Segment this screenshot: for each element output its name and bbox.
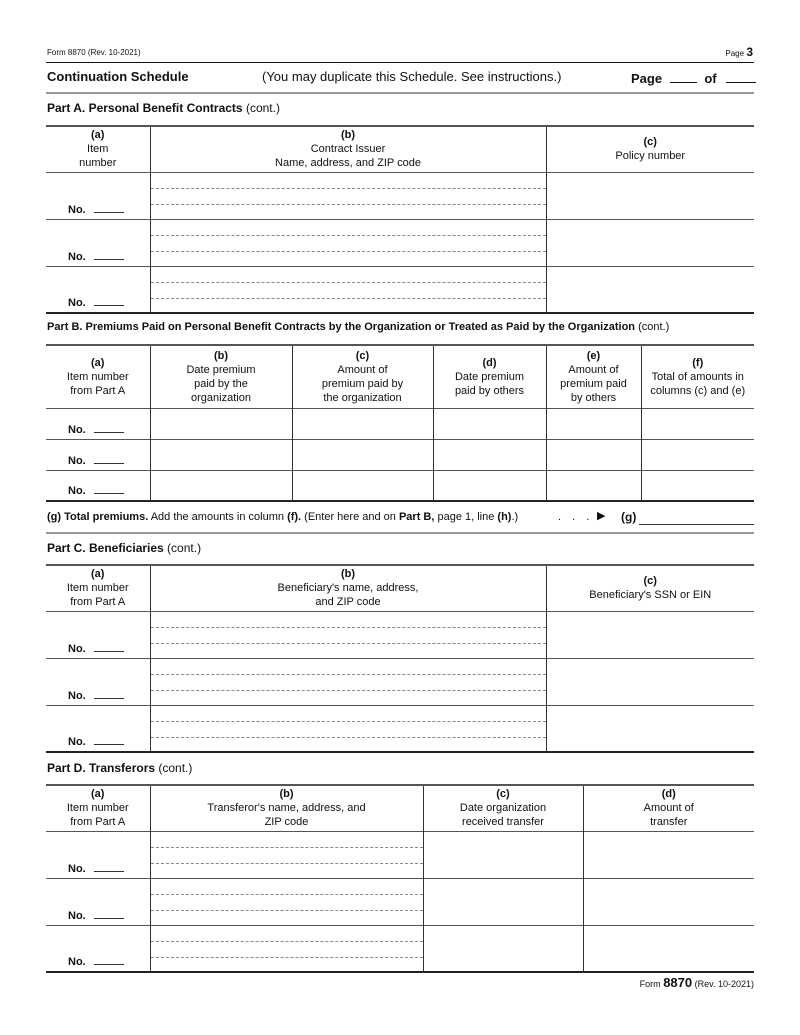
no-field[interactable] <box>94 453 124 464</box>
form-revision: Form 8870 (Rev. 10-2021) <box>47 48 141 57</box>
beneficiary-name-cell[interactable] <box>150 705 546 752</box>
total-amount-cell[interactable] <box>641 470 754 501</box>
part-c-header-row <box>46 565 754 611</box>
part-a-col-b-header: (b) Contract Issuer Name, address, and ZIP code <box>150 126 546 172</box>
beneficiary-ssn-cell[interactable] <box>546 705 754 752</box>
amount-paid-others-cell[interactable] <box>546 408 641 439</box>
part-d-col-b-header: (b) Transferor's name, address, and ZIP code <box>150 785 423 831</box>
part-a-col-a-header: (a) Item number <box>79 129 117 170</box>
date-received-cell[interactable] <box>423 878 583 925</box>
amount-paid-org-cell[interactable] <box>292 408 433 439</box>
date-paid-org-cell[interactable] <box>150 439 292 470</box>
table-row <box>46 408 754 439</box>
item-number-cell[interactable]: No. <box>46 266 150 313</box>
beneficiary-name-cell[interactable] <box>150 658 546 705</box>
table-row <box>46 705 754 752</box>
item-number-cell[interactable]: No. <box>46 611 150 658</box>
total-amount-cell[interactable] <box>641 439 754 470</box>
part-d-col-c-header: (c) Date organization received transfer <box>423 785 583 831</box>
no-field[interactable] <box>94 483 124 494</box>
part-d-title: Part D. Transferors (cont.) <box>47 761 193 775</box>
issuer-cell[interactable] <box>150 266 546 313</box>
item-number-cell[interactable]: No. <box>46 439 150 470</box>
beneficiary-name-cell[interactable] <box>150 611 546 658</box>
part-b-col-f-header: (f) Total of amounts in columns (c) and (e) <box>641 345 754 408</box>
issuer-cell[interactable] <box>150 219 546 266</box>
page-number: 3 <box>746 45 753 59</box>
part-d-col-a-header: (a) Item number from Part A <box>66 788 129 829</box>
item-number-cell[interactable]: No. <box>46 831 150 878</box>
footer-form-id: Form 8870 (Rev. 10-2021) <box>639 975 754 990</box>
date-paid-others-cell[interactable] <box>433 408 546 439</box>
table-row <box>46 470 754 501</box>
part-d-header-row <box>46 785 754 831</box>
item-number-cell[interactable]: No. <box>46 470 150 501</box>
part-b-col-c-header: (c) Amount of premium paid by the organization <box>292 345 433 408</box>
amount-paid-others-cell[interactable] <box>546 470 641 501</box>
date-paid-others-cell[interactable] <box>433 470 546 501</box>
beneficiary-ssn-cell[interactable] <box>546 658 754 705</box>
table-row <box>46 266 754 313</box>
part-a-table <box>46 125 754 314</box>
page-of-label: Page <box>631 71 663 86</box>
total-premiums-field[interactable] <box>639 510 754 525</box>
no-field[interactable] <box>94 688 124 699</box>
part-b-col-e-header: (e) Amount of premium paid by others <box>546 345 641 408</box>
date-paid-org-cell[interactable] <box>150 470 292 501</box>
table-row <box>46 878 754 925</box>
no-field[interactable] <box>94 641 124 652</box>
part-d-col-d-header: (d) Amount of transfer <box>583 785 754 831</box>
transferor-name-cell[interactable] <box>150 831 423 878</box>
schedule-rule <box>46 92 754 94</box>
part-a-col-c-header: (c) Policy number <box>546 126 754 172</box>
item-number-cell[interactable]: No. <box>46 408 150 439</box>
transferor-name-cell[interactable] <box>150 878 423 925</box>
page-total-field[interactable] <box>726 70 756 83</box>
schedule-note: (You may duplicate this Schedule. See instructions.) <box>262 69 562 84</box>
item-number-cell[interactable]: No. <box>46 925 150 972</box>
part-b-title: Part B. Premiums Paid on Personal Benefit Contracts by the Organization or Treated as Paid by the Organization (cont.) <box>47 321 670 333</box>
item-number-cell[interactable]: No. <box>46 219 150 266</box>
no-field[interactable] <box>94 422 124 433</box>
part-b-col-b-header: (b) Date premium paid by the organization <box>150 345 292 408</box>
transfer-amount-cell[interactable] <box>583 831 754 878</box>
table-row <box>46 219 754 266</box>
part-b-col-d-header: (d) Date premium paid by others <box>433 345 546 408</box>
part-c-title: Part C. Beneficiaries (cont.) <box>47 541 202 555</box>
amount-paid-org-cell[interactable] <box>292 470 433 501</box>
arrow-right-icon: ▶ <box>597 510 606 522</box>
no-field[interactable] <box>94 202 124 213</box>
part-c-col-b-header: (b) Beneficiary's name, address, and ZIP code <box>150 565 546 611</box>
part-a-title: Part A. Personal Benefit Contracts (cont.) <box>47 101 280 115</box>
transfer-amount-cell[interactable] <box>583 925 754 972</box>
table-row <box>46 172 754 219</box>
table-row <box>46 658 754 705</box>
transferor-name-cell[interactable] <box>150 925 423 972</box>
table-row <box>46 611 754 658</box>
table-row <box>46 439 754 470</box>
total-amount-cell[interactable] <box>641 408 754 439</box>
part-c-col-a-header: (a) Item number from Part A <box>66 568 129 609</box>
policy-number-cell[interactable] <box>546 219 754 266</box>
part-b-table <box>46 344 754 502</box>
date-received-cell[interactable] <box>423 925 583 972</box>
leader-dots: . . . <box>558 511 594 523</box>
part-b-col-a-header: (a) Item number from Part A <box>66 356 129 397</box>
total-premiums-line: (g) Total premiums. Add the amounts in column (f). (Enter here and on Part B, page 1, line (h).) <box>47 511 519 523</box>
date-received-cell[interactable] <box>423 831 583 878</box>
date-paid-others-cell[interactable] <box>433 439 546 470</box>
header-rule <box>46 62 754 63</box>
page-current-field[interactable] <box>670 70 697 83</box>
table-row <box>46 925 754 972</box>
item-number-cell[interactable]: No. <box>46 658 150 705</box>
no-field[interactable] <box>94 249 124 260</box>
page-indicator <box>725 45 753 59</box>
policy-number-cell[interactable] <box>546 266 754 313</box>
part-a-header-row <box>46 126 754 172</box>
part-c-col-c-header: (c) Beneficiary's SSN or EIN <box>546 565 754 611</box>
no-field[interactable] <box>94 734 124 745</box>
no-field[interactable] <box>94 861 124 872</box>
item-number-cell[interactable]: No. <box>46 878 150 925</box>
table-row <box>46 831 754 878</box>
date-paid-org-cell[interactable] <box>150 408 292 439</box>
page-label: Page <box>725 49 745 58</box>
amount-paid-others-cell[interactable] <box>546 439 641 470</box>
no-field[interactable] <box>94 954 124 965</box>
g-label: (g) <box>621 510 637 524</box>
page-of-group <box>631 70 756 86</box>
amount-paid-org-cell[interactable] <box>292 439 433 470</box>
of-label: of <box>704 71 717 86</box>
part-d-table <box>46 784 754 973</box>
no-field[interactable] <box>94 295 124 306</box>
schedule-title: Continuation Schedule <box>47 69 189 84</box>
item-number-cell[interactable]: No. <box>46 705 150 752</box>
transfer-amount-cell[interactable] <box>583 878 754 925</box>
policy-number-cell[interactable] <box>546 172 754 219</box>
issuer-cell[interactable] <box>150 172 546 219</box>
part-b-header-row <box>46 345 754 408</box>
no-field[interactable] <box>94 908 124 919</box>
beneficiary-ssn-cell[interactable] <box>546 611 754 658</box>
part-c-table <box>46 564 754 753</box>
part-b-end-rule <box>46 532 754 534</box>
item-number-cell[interactable]: No. <box>46 172 150 219</box>
footer-form-number: 8870 <box>663 975 693 990</box>
